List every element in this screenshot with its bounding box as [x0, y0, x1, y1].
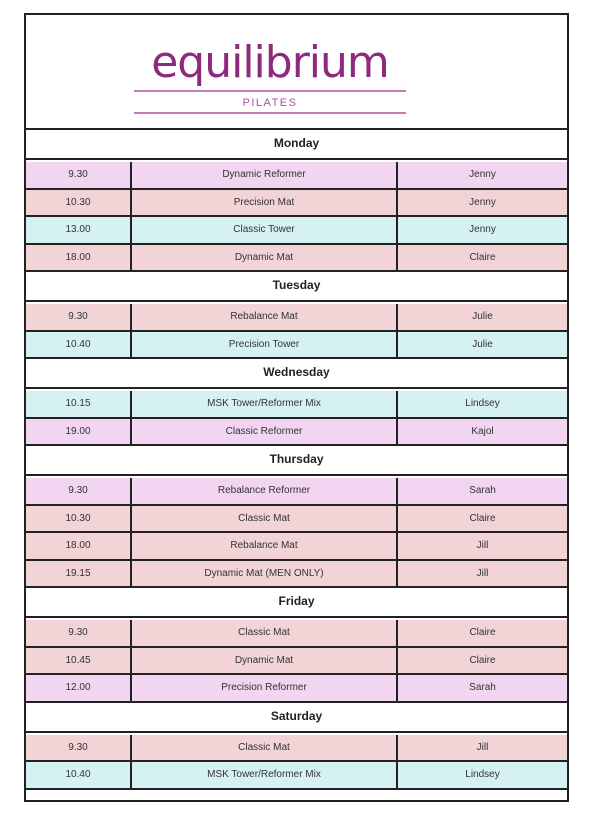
- class-time: 19.00: [26, 419, 132, 447]
- day-header: [26, 588, 567, 618]
- class-row: [26, 245, 567, 273]
- class-row: [26, 332, 567, 360]
- class-time: 9.30: [26, 478, 132, 506]
- timetable: [24, 13, 569, 802]
- class-time: 9.30: [26, 304, 132, 332]
- class-name: Classic Mat: [132, 620, 398, 648]
- class-row: [26, 217, 567, 245]
- logo-header: [26, 15, 567, 130]
- class-instructor: Jill: [398, 533, 567, 561]
- day-header: [26, 359, 567, 389]
- logo-subtitle: PILATES: [242, 97, 298, 109]
- class-time: 9.30: [26, 162, 132, 190]
- class-instructor: Claire: [398, 245, 567, 273]
- class-name: Dynamic Mat: [132, 648, 398, 676]
- class-time: 10.30: [26, 190, 132, 218]
- class-name: Classic Mat: [132, 735, 398, 763]
- class-instructor: Julie: [398, 332, 567, 360]
- day-label: Wednesday: [263, 365, 330, 379]
- class-instructor: Jenny: [398, 162, 567, 190]
- day-header: [26, 130, 567, 160]
- class-row: [26, 561, 567, 589]
- class-row: [26, 304, 567, 332]
- class-time: 9.30: [26, 620, 132, 648]
- class-time: 12.00: [26, 675, 132, 703]
- class-name: Classic Tower: [132, 217, 398, 245]
- class-name: Precision Tower: [132, 332, 398, 360]
- class-time: 10.45: [26, 648, 132, 676]
- class-name: Classic Reformer: [132, 419, 398, 447]
- day-label: Saturday: [270, 708, 323, 723]
- class-time: 10.30: [26, 506, 132, 534]
- equilibrium-logo: [134, 31, 406, 127]
- class-name: MSK Tower/Reformer Mix: [132, 391, 398, 419]
- class-row: [26, 762, 567, 790]
- class-name: Classic Mat: [132, 506, 398, 534]
- class-name: Rebalance Mat: [132, 533, 398, 561]
- class-instructor: Jill: [398, 561, 567, 589]
- class-row: [26, 478, 567, 506]
- class-name: Rebalance Mat: [132, 304, 398, 332]
- class-instructor: Sarah: [398, 478, 567, 506]
- class-instructor: Jenny: [398, 217, 567, 245]
- class-row: [26, 190, 567, 218]
- class-instructor: Kajol: [398, 419, 567, 447]
- class-time: 19.15: [26, 561, 132, 589]
- class-row: [26, 162, 567, 190]
- class-name: Dynamic Mat: [132, 245, 398, 273]
- class-time: 13.00: [26, 217, 132, 245]
- class-time: 18.00: [26, 245, 132, 273]
- class-name: MSK Tower/Reformer Mix: [132, 762, 398, 790]
- class-time: 18.00: [26, 533, 132, 561]
- class-instructor: Jill: [398, 735, 567, 763]
- day-header: [26, 446, 567, 476]
- class-time: 10.40: [26, 762, 132, 790]
- logo-brand-text: equilibrium: [151, 37, 389, 88]
- class-instructor: Claire: [398, 648, 567, 676]
- class-name: Precision Mat: [132, 190, 398, 218]
- day-label: Monday: [273, 136, 320, 150]
- class-instructor: Claire: [398, 620, 567, 648]
- class-time: 9.30: [26, 735, 132, 763]
- class-row: [26, 533, 567, 561]
- class-time: 10.15: [26, 391, 132, 419]
- class-row: [26, 675, 567, 703]
- day-header: [26, 703, 567, 733]
- class-instructor: Jenny: [398, 190, 567, 218]
- class-row: [26, 391, 567, 419]
- class-instructor: Claire: [398, 506, 567, 534]
- class-row: [26, 648, 567, 676]
- class-instructor: Lindsey: [398, 391, 567, 419]
- day-header: [26, 272, 567, 302]
- class-row: [26, 620, 567, 648]
- class-name: Precision Reformer: [132, 675, 398, 703]
- day-label: Friday: [278, 594, 315, 608]
- class-name: Rebalance Reformer: [132, 478, 398, 506]
- class-instructor: Sarah: [398, 675, 567, 703]
- class-time: 10.40: [26, 332, 132, 360]
- day-label: Thursday: [269, 452, 324, 466]
- class-row: [26, 735, 567, 763]
- class-name: Dynamic Mat (MEN ONLY): [132, 561, 398, 589]
- class-row: [26, 506, 567, 534]
- class-name: Dynamic Reformer: [132, 162, 398, 190]
- day-label: Tuesday: [272, 278, 321, 292]
- class-instructor: Julie: [398, 304, 567, 332]
- class-row: [26, 419, 567, 447]
- class-instructor: Lindsey: [398, 762, 567, 790]
